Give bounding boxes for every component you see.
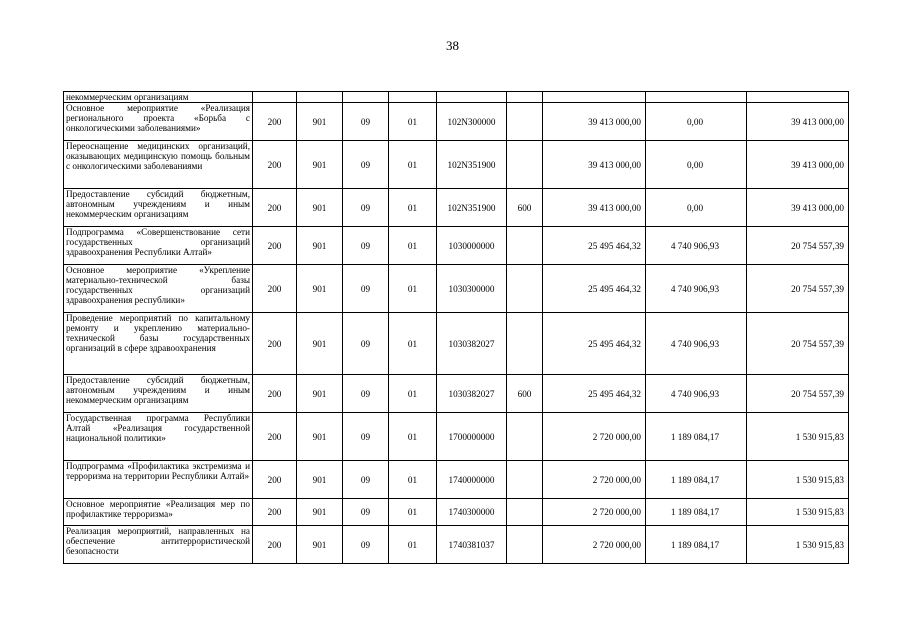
row-code-subsection: 01 (389, 265, 437, 313)
row-amount-2: 4 740 906,93 (646, 265, 747, 313)
row-amount-3: 39 413 000,00 (747, 141, 849, 189)
row-expense-type: 600 (507, 375, 543, 413)
row-code-section (343, 92, 389, 103)
row-code-subsection: 01 (389, 313, 437, 375)
row-code-2 (297, 92, 343, 103)
row-code-section: 09 (343, 313, 389, 375)
row-code-1: 200 (253, 375, 297, 413)
table-row (64, 189, 849, 227)
row-amount-2: 4 740 906,93 (646, 313, 747, 375)
row-code-subsection: 01 (389, 189, 437, 227)
table-row (64, 375, 849, 413)
row-target-article: 1740381037 (437, 526, 507, 564)
row-amount-2: 0,00 (646, 141, 747, 189)
row-code-1: 200 (253, 227, 297, 265)
row-amount-3: 20 754 557,39 (747, 375, 849, 413)
row-code-1 (253, 92, 297, 103)
row-code-2: 901 (297, 141, 343, 189)
row-code-subsection: 01 (389, 461, 437, 499)
row-code-2: 901 (297, 103, 343, 141)
row-target-article: 102N351900 (437, 141, 507, 189)
row-code-2: 901 (297, 265, 343, 313)
row-amount-1: 39 413 000,00 (543, 189, 646, 227)
row-expense-type (507, 499, 543, 526)
row-code-section: 09 (343, 413, 389, 461)
row-expense-type (507, 461, 543, 499)
row-code-2: 901 (297, 461, 343, 499)
row-code-section: 09 (343, 141, 389, 189)
row-code-1: 200 (253, 313, 297, 375)
row-code-subsection: 01 (389, 141, 437, 189)
row-amount-3: 1 530 915,83 (747, 499, 849, 526)
row-amount-1: 25 495 464,32 (543, 375, 646, 413)
row-target-article: 1700000000 (437, 413, 507, 461)
row-code-subsection: 01 (389, 227, 437, 265)
row-amount-2: 1 189 084,17 (646, 526, 747, 564)
row-code-2: 901 (297, 227, 343, 265)
row-code-1: 200 (253, 526, 297, 564)
row-expense-type (507, 526, 543, 564)
row-code-1: 200 (253, 499, 297, 526)
row-target-article: 1030300000 (437, 265, 507, 313)
row-amount-1: 2 720 000,00 (543, 461, 646, 499)
row-expense-type (507, 313, 543, 375)
row-expense-type: 600 (507, 189, 543, 227)
table-row (64, 413, 849, 461)
row-amount-1 (543, 92, 646, 103)
row-target-article: 102N351900 (437, 189, 507, 227)
row-amount-2 (646, 92, 747, 103)
row-amount-3: 1 530 915,83 (747, 461, 849, 499)
row-expense-type (507, 103, 543, 141)
row-code-1: 200 (253, 461, 297, 499)
row-target-article: 1030382027 (437, 375, 507, 413)
row-name: Проведение мероприятий по капитальному ремонту и укреплению материально-технической базы государственных организаций в сфере здравоохранения (64, 313, 253, 375)
row-amount-1: 25 495 464,32 (543, 227, 646, 265)
row-amount-1: 25 495 464,32 (543, 265, 646, 313)
row-target-article: 1030382027 (437, 313, 507, 375)
row-code-subsection (389, 92, 437, 103)
row-code-1: 200 (253, 141, 297, 189)
row-code-subsection: 01 (389, 103, 437, 141)
row-code-2: 901 (297, 499, 343, 526)
row-name: Переоснащение медицинских организаций, оказывающих медицинскую помощь больным с онкологическими заболеваниями (64, 141, 253, 189)
row-code-2: 901 (297, 313, 343, 375)
row-name: Подпрограмма «Совершенствование сети государственных организаций здравоохранения Республики Алтай» (64, 227, 253, 265)
row-name: Предоставление субсидий бюджетным, автономным учреждениям и иным некоммерческим организациям (64, 189, 253, 227)
row-name: Предоставление субсидий бюджетным, автономным учреждениям и иным некоммерческим организациям (64, 375, 253, 413)
row-name: Основное мероприятие «Укрепление материально-технической базы государственных организаций здравоохранения республики» (64, 265, 253, 313)
row-code-1: 200 (253, 103, 297, 141)
row-code-section: 09 (343, 227, 389, 265)
page-number: 38 (446, 38, 459, 53)
row-name: некоммерческим организациям (64, 92, 253, 103)
row-target-article: 1030000000 (437, 227, 507, 265)
row-code-section: 09 (343, 461, 389, 499)
row-amount-3: 1 530 915,83 (747, 526, 849, 564)
row-amount-1: 2 720 000,00 (543, 526, 646, 564)
row-code-1: 200 (253, 265, 297, 313)
row-amount-2: 0,00 (646, 103, 747, 141)
row-amount-3: 20 754 557,39 (747, 265, 849, 313)
row-code-2: 901 (297, 526, 343, 564)
row-code-2: 901 (297, 375, 343, 413)
row-code-2: 901 (297, 413, 343, 461)
row-amount-2: 1 189 084,17 (646, 413, 747, 461)
row-amount-1: 25 495 464,32 (543, 313, 646, 375)
table-row (64, 526, 849, 564)
budget-table (63, 91, 849, 564)
row-name: Подпрограмма «Профилактика экстремизма и терроризма на территории Республики Алтай» (64, 461, 253, 499)
row-amount-1: 39 413 000,00 (543, 141, 646, 189)
row-code-subsection: 01 (389, 499, 437, 526)
row-amount-2: 0,00 (646, 189, 747, 227)
row-amount-3: 39 413 000,00 (747, 189, 849, 227)
row-amount-2: 4 740 906,93 (646, 227, 747, 265)
row-name: Основное мероприятие «Реализация мер по профилактике терроризма» (64, 499, 253, 526)
row-expense-type (507, 141, 543, 189)
table-row (64, 103, 849, 141)
row-code-section: 09 (343, 103, 389, 141)
row-expense-type (507, 413, 543, 461)
table-row (64, 461, 849, 499)
row-amount-1: 2 720 000,00 (543, 413, 646, 461)
row-amount-3: 1 530 915,83 (747, 413, 849, 461)
table-row (64, 227, 849, 265)
row-target-article: 102N300000 (437, 103, 507, 141)
row-expense-type (507, 92, 543, 103)
row-code-2: 901 (297, 189, 343, 227)
row-amount-3 (747, 92, 849, 103)
row-code-subsection: 01 (389, 413, 437, 461)
row-code-section: 09 (343, 375, 389, 413)
row-target-article: 1740300000 (437, 499, 507, 526)
row-amount-1: 39 413 000,00 (543, 103, 646, 141)
row-code-section: 09 (343, 189, 389, 227)
row-code-1: 200 (253, 189, 297, 227)
row-expense-type (507, 227, 543, 265)
row-amount-2: 1 189 084,17 (646, 499, 747, 526)
row-code-section: 09 (343, 265, 389, 313)
row-amount-2: 1 189 084,17 (646, 461, 747, 499)
row-target-article: 1740000000 (437, 461, 507, 499)
row-amount-1: 2 720 000,00 (543, 499, 646, 526)
table-row (64, 313, 849, 375)
row-name: Государственная программа Республики Алтай «Реализация государственной национальной политики» (64, 413, 253, 461)
row-amount-3: 39 413 000,00 (747, 103, 849, 141)
row-code-section: 09 (343, 499, 389, 526)
row-name: Реализация мероприятий, направленных на обеспечение антитеррористической безопасности (64, 526, 253, 564)
row-code-1: 200 (253, 413, 297, 461)
table-row (64, 92, 849, 103)
row-code-section: 09 (343, 526, 389, 564)
row-target-article (437, 92, 507, 103)
row-expense-type (507, 265, 543, 313)
row-name: Основное мероприятие «Реализация регионального проекта «Борьба с онкологическими заболеваниями» (64, 103, 253, 141)
row-amount-3: 20 754 557,39 (747, 227, 849, 265)
table-row (64, 499, 849, 526)
row-code-subsection: 01 (389, 526, 437, 564)
row-amount-2: 4 740 906,93 (646, 375, 747, 413)
row-code-subsection: 01 (389, 375, 437, 413)
table-row (64, 265, 849, 313)
row-amount-3: 20 754 557,39 (747, 313, 849, 375)
table-row (64, 141, 849, 189)
